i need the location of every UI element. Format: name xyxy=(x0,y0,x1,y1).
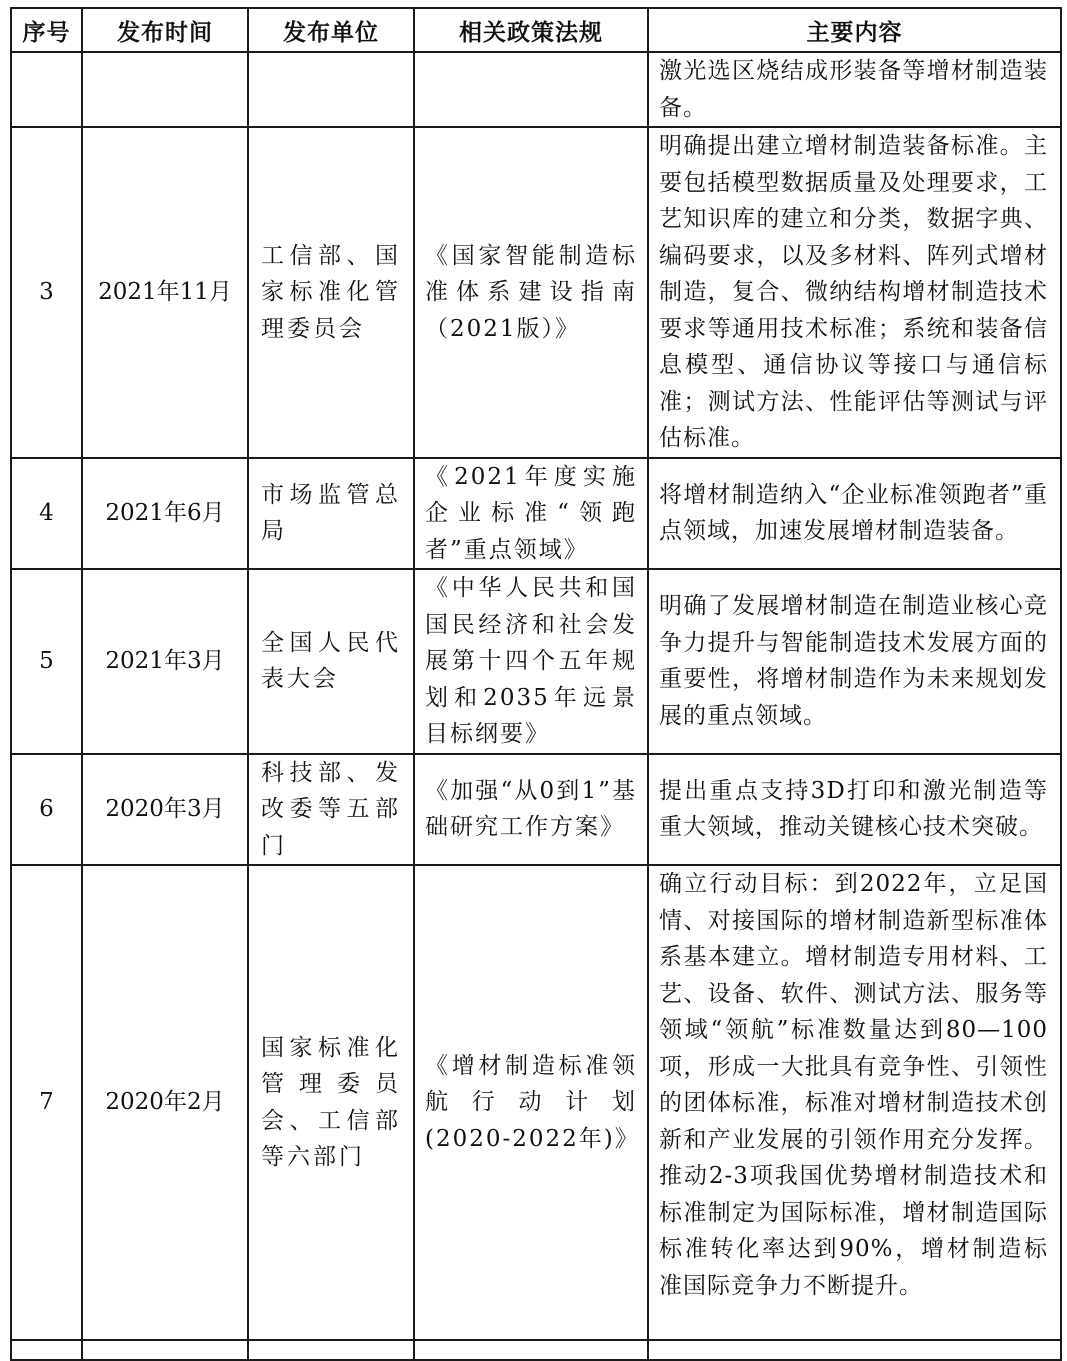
row-unit: 市场监管总局 xyxy=(248,458,414,570)
row-date: 2021年6月 xyxy=(82,458,248,570)
row-date: 2021年11月 xyxy=(82,127,248,458)
row-date: 2020年3月 xyxy=(82,754,248,866)
row-index: 7 xyxy=(11,865,82,1340)
row-unit: 科技部、发改委等五部门 xyxy=(248,754,414,866)
table-row xyxy=(11,865,1061,1340)
row-index: 6 xyxy=(11,754,82,866)
row-unit xyxy=(248,52,414,127)
row-law: 《增材制造标准领航行动计划(2020-2022年)》 xyxy=(414,865,648,1340)
row-date: 2020年2月 xyxy=(82,865,248,1340)
row-law: 《中华人民共和国国民经济和社会发展第十四个五年规划和2035年远景目标纲要》 xyxy=(414,569,648,754)
header-law: 相关政策法规 xyxy=(414,8,648,52)
table-row-partial xyxy=(11,1340,1061,1360)
row-index: 3 xyxy=(11,127,82,458)
empty-cell xyxy=(648,1340,1061,1360)
row-law: 《2021年度实施企业标准“领跑者”重点领域》 xyxy=(414,458,648,570)
row-date xyxy=(82,52,248,127)
empty-cell xyxy=(248,1340,414,1360)
row-content: 确立行动目标：到2022年，立足国情、对接国际的增材制造新型标准体系基本建立。增材制造专用材料、工艺、设备、软件、测试方法、服务等领域“领航”标准数量达到80—100项，形成一大批具有竞争性、引领性的团体标准，标准对增材制造技术创新和产业发展的引领作用充分发挥。推动2-3项我国优势增材制造技术和标准制定为国际标准，增材制造国际标准转化率达到90%，增材制造标准国际竞争力不断提升。 xyxy=(648,865,1061,1340)
row-index: 4 xyxy=(11,458,82,570)
row-index: 5 xyxy=(11,569,82,754)
table-row xyxy=(11,52,1061,127)
row-unit: 全国人民代表大会 xyxy=(248,569,414,754)
row-content: 提出重点支持3D打印和激光制造等重大领域，推动关键核心技术突破。 xyxy=(648,754,1061,866)
table-row xyxy=(11,569,1061,754)
row-unit: 国家标准化管理委员会、工信部等六部门 xyxy=(248,865,414,1340)
row-law: 《国家智能制造标准体系建设指南（2021版）》 xyxy=(414,127,648,458)
header-content: 主要内容 xyxy=(648,8,1061,52)
empty-cell xyxy=(11,1340,82,1360)
header-unit: 发布单位 xyxy=(248,8,414,52)
row-index xyxy=(11,52,82,127)
empty-cell xyxy=(82,1340,248,1360)
row-date: 2021年3月 xyxy=(82,569,248,754)
row-content: 明确提出建立增材制造装备标准。主要包括模型数据质量及处理要求，工艺知识库的建立和分类，数据字典、编码要求，以及多材料、阵列式增材制造，复合、微纳结构增材制造技术要求等通用技术标准；系统和装备信息模型、通信协议等接口与通信标准；测试方法、性能评估等测试与评估标准。 xyxy=(648,127,1061,458)
row-content: 激光选区烧结成形装备等增材制造装备。 xyxy=(648,52,1061,127)
row-content: 明确了发展增材制造在制造业核心竞争力提升与智能制造技术发展方面的重要性，将增材制造作为未来规划发展的重点领域。 xyxy=(648,569,1061,754)
row-law xyxy=(414,52,648,127)
header-index: 序号 xyxy=(11,8,82,52)
row-law: 《加强“从0到1”基础研究工作方案》 xyxy=(414,754,648,866)
table-row xyxy=(11,127,1061,458)
policy-table xyxy=(10,7,1062,1361)
row-unit: 工信部、国家标准化管理委员会 xyxy=(248,127,414,458)
header-row xyxy=(11,8,1061,52)
header-date: 发布时间 xyxy=(82,8,248,52)
table-row xyxy=(11,458,1061,570)
table-row xyxy=(11,754,1061,866)
row-content: 将增材制造纳入“企业标准领跑者”重点领域，加速发展增材制造装备。 xyxy=(648,458,1061,570)
empty-cell xyxy=(414,1340,648,1360)
